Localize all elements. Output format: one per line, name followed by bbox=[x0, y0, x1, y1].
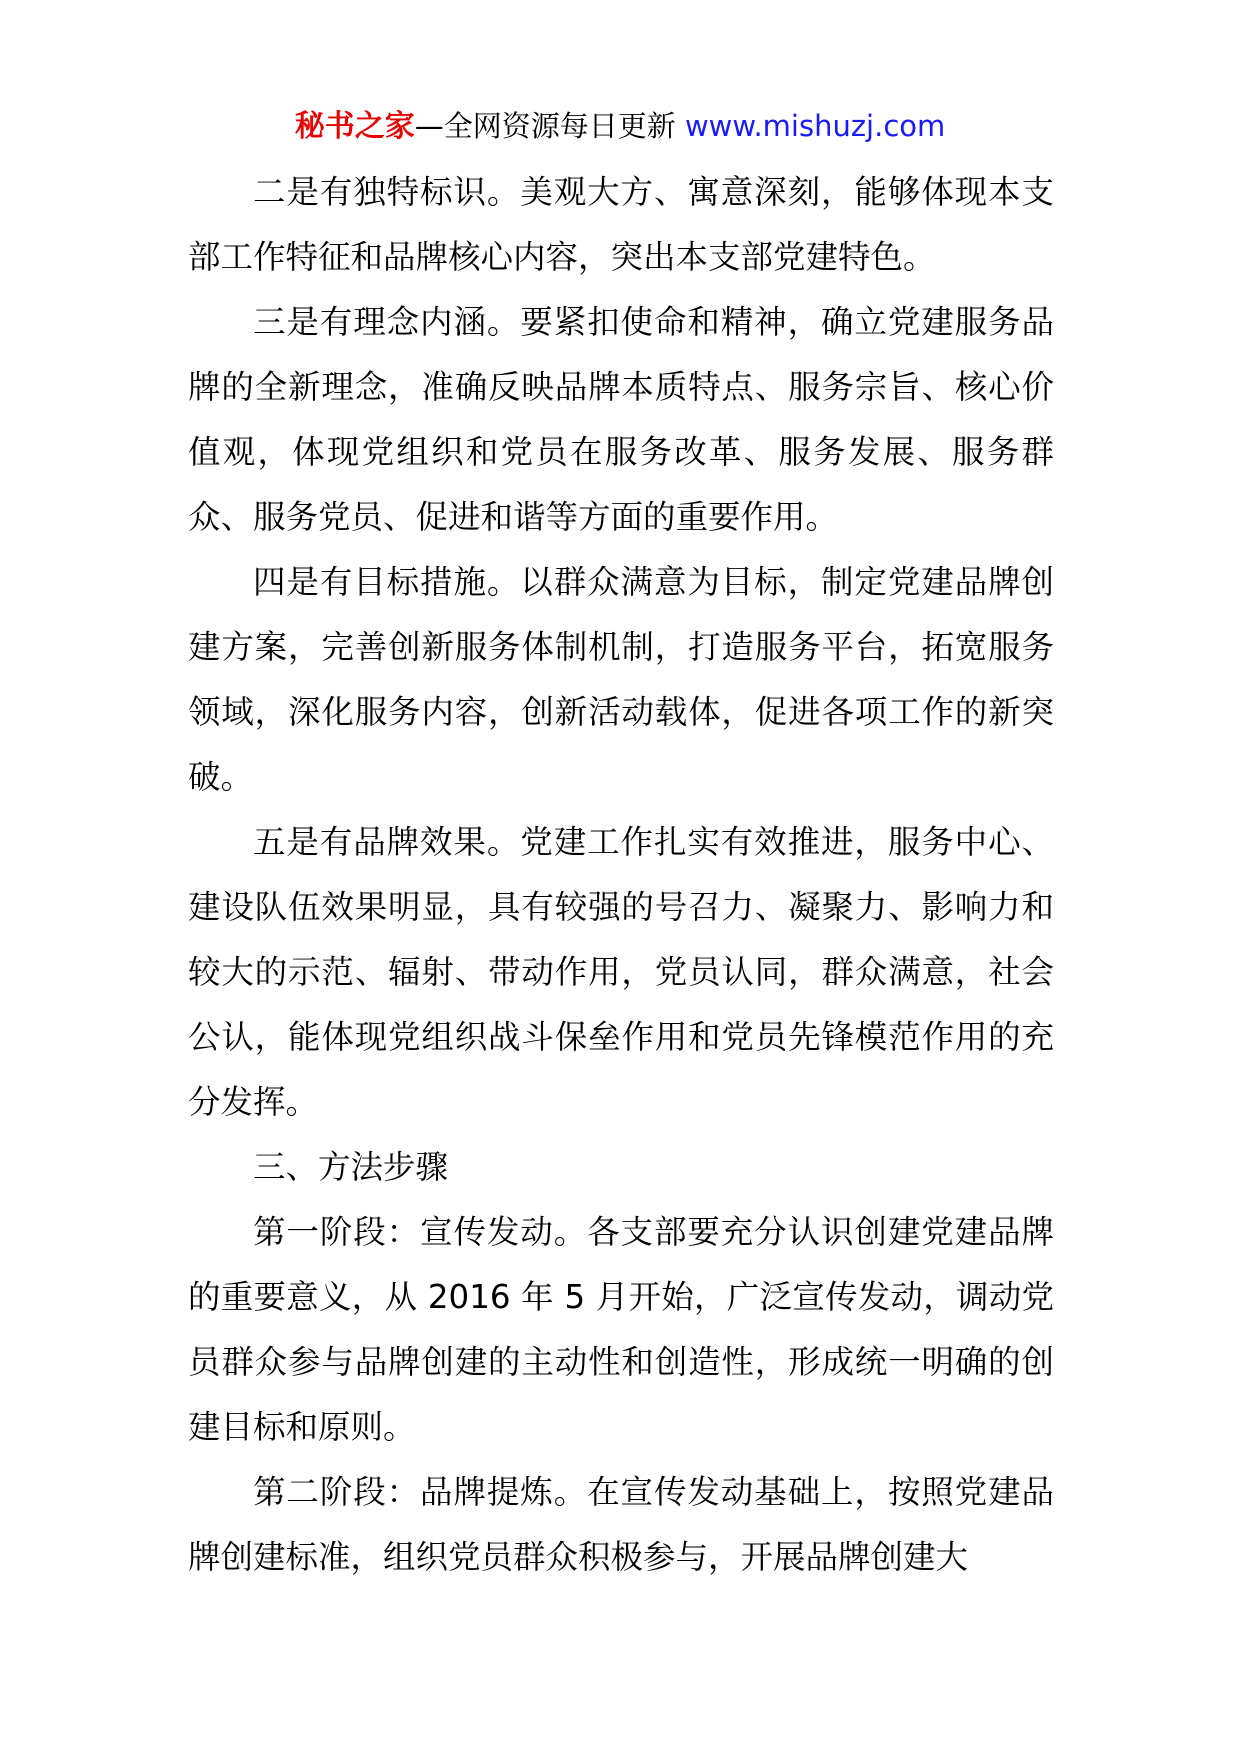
paragraph-identity: 二是有独特标识。美观大方、寓意深刻，能够体现本支部工作特征和品牌核心内容，突出本支部党建特色。 bbox=[188, 173, 1054, 276]
header-tagline: —全网资源每日更新 bbox=[414, 109, 676, 143]
section-heading-methods: 三、方法步骤 bbox=[253, 1148, 449, 1186]
site-header bbox=[0, 96, 1240, 156]
paragraph-goals: 四是有目标措施。以群众满意为目标，制定党建品牌创建方案，完善创新服务体制机制，打造服务平台，拓宽服务领域，深化服务内容，创新活动载体，促进各项工作的新突破。 bbox=[188, 563, 1054, 796]
paragraph-stage-one: 第一阶段：宣传发动。各支部要充分认识创建党建品牌的重要意义，从 2016 年 5 月开始，广泛宣传发动，调动党员群众参与品牌创建的主动性和创造性，形成统一明确的创建目标和原则。 bbox=[188, 1213, 1054, 1446]
paragraph-stage-two: 第二阶段：品牌提炼。在宣传发动基础上，按照党建品牌创建标准，组织党员群众积极参与，开展品牌创建大 bbox=[188, 1473, 1054, 1576]
document-body bbox=[188, 160, 1054, 1590]
site-url-link[interactable]: www.mishuzj.com bbox=[684, 109, 946, 143]
paragraph-effect: 五是有品牌效果。党建工作扎实有效推进，服务中心、建设队伍效果明显，具有较强的号召力、凝聚力、影响力和较大的示范、辐射、带动作用，党员认同，群众满意，社会公认，能体现党组织战斗保垒作用和党员先锋模范作用的充分发挥。 bbox=[188, 823, 1054, 1121]
brand-name: 秘书之家 bbox=[294, 109, 415, 144]
paragraph-concept: 三是有理念内涵。要紧扣使命和精神，确立党建服务品牌的全新理念，准确反映品牌本质特点、服务宗旨、核心价值观，体现党组织和党员在服务改革、服务发展、服务群众、服务党员、促进和谐等方面的重要作用。 bbox=[188, 303, 1054, 536]
